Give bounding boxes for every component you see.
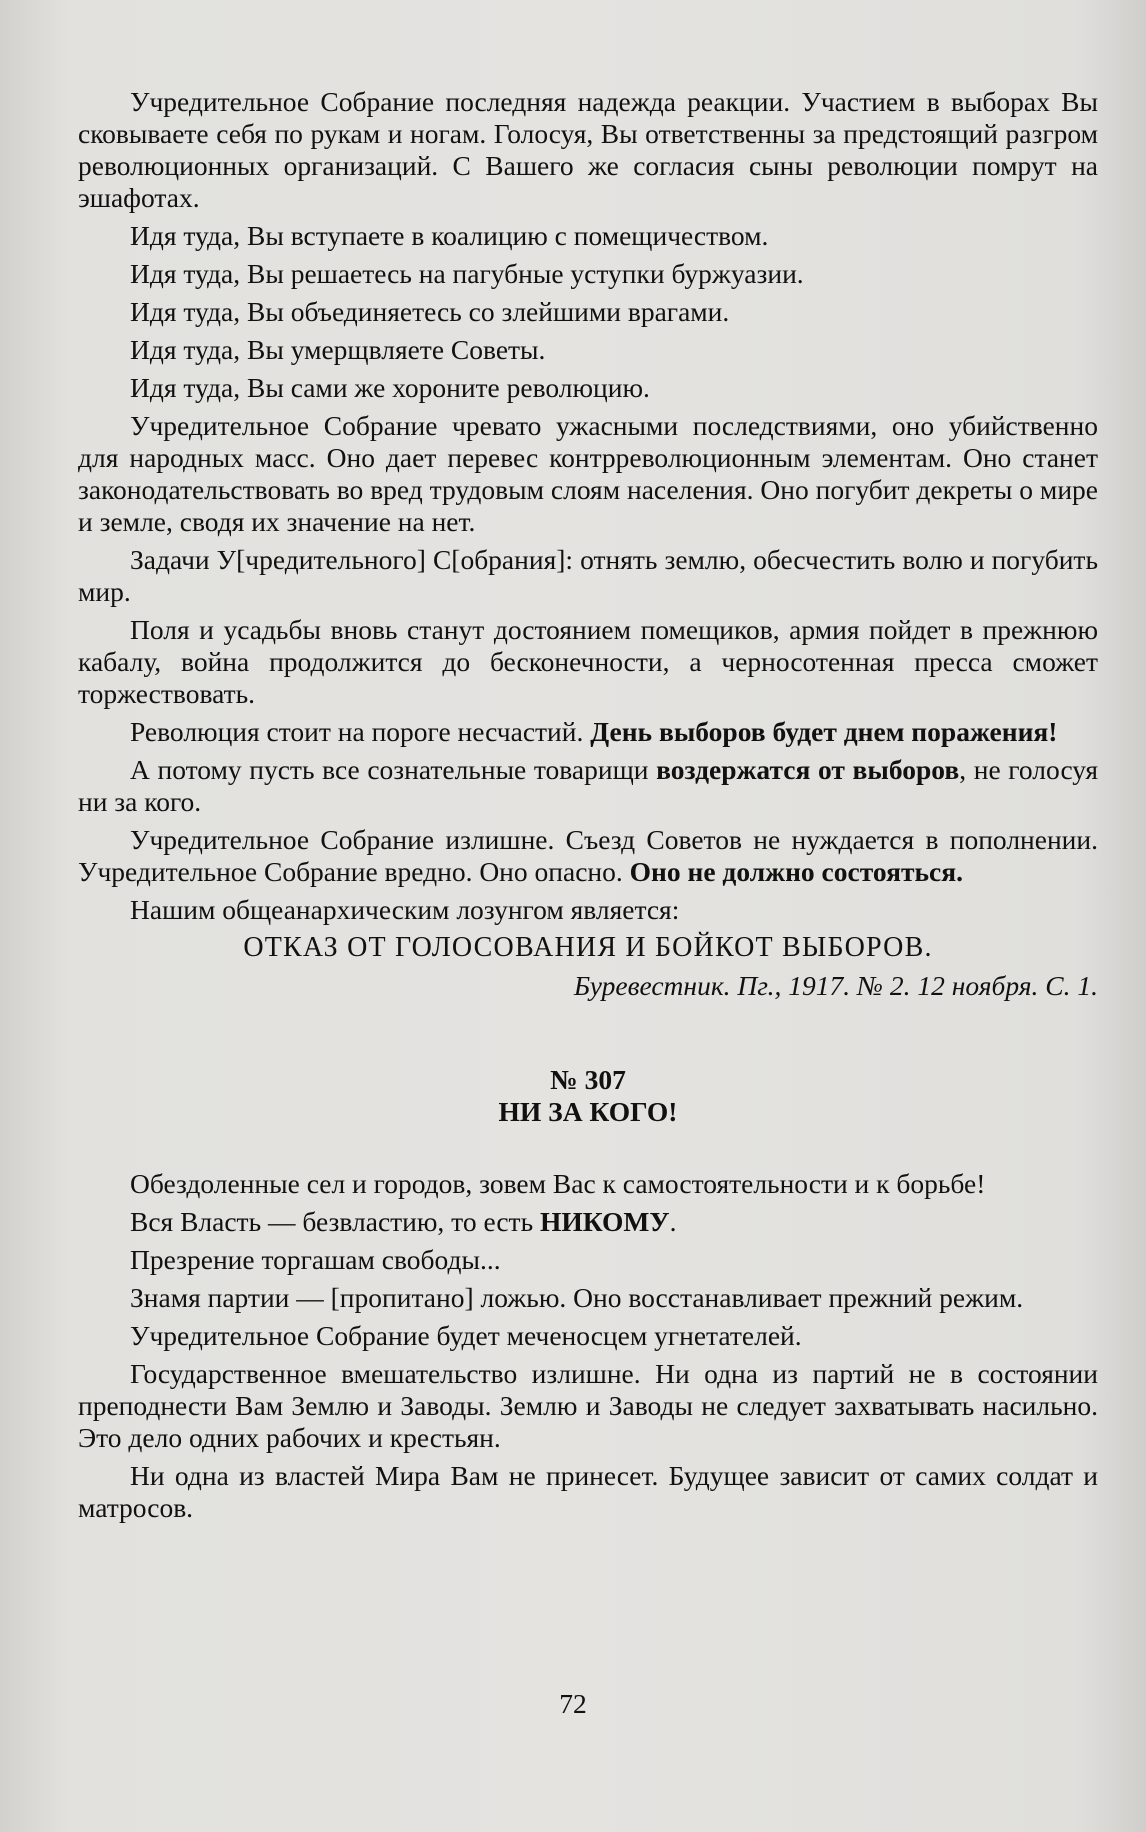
paragraph: Задачи У[чредительного] С[обрания]: отнять землю, обесчестить волю и погубить мир.	[78, 544, 1098, 607]
paragraph: Учредительное Собрание последняя надежда реакции. Участием в выборах Вы сковываете себя по рукам и ногам. Голосуя, Вы ответственны за предстоящий разгром революционных организаций. С Вашего же согласия сыны революции помрут на эшафотах.	[78, 86, 1098, 213]
paragraph: Идя туда, Вы объединяетесь со злейшими врагами.	[130, 296, 730, 327]
source-citation: Буревестник. Пг., 1917. № 2. 12 ноября. С. 1.	[573, 970, 1098, 1001]
page-number: 72	[559, 1688, 587, 1719]
paragraph: Государственное вмешательство излишне. Ни одна из партий не в состоянии преподнести Вам Землю и Заводы. Землю и Заводы не следует захватывать насильно. Это дело одних рабочих и крестьян.	[78, 1358, 1098, 1453]
slogan: ОТКАЗ ОТ ГОЛОСОВАНИЯ И БОЙКОТ ВЫБОРОВ.	[243, 932, 933, 963]
paragraph: Знамя партии — [пропитано] ложью. Оно восстанавливает прежний режим.	[130, 1282, 1024, 1313]
paragraph: Идя туда, Вы умерщвляете Советы.	[130, 334, 546, 365]
paragraph-assembly	[78, 824, 1098, 888]
paragraph: Учредительное Собрание чревато ужасными последствиями, оно убийственно для народных масс. Оно дает перевес контрреволюционным элементам. Оно станет законодательствовать во вред трудовым слоям населения. Оно погубит декреты о мире и земле, сводя их значение на нет.	[78, 410, 1098, 537]
text-plain: Революция стоит на пороге несчастий.	[130, 716, 591, 747]
paragraph: Обездоленные сел и городов, зовем Вас к самостоятельности и к борьбе!	[130, 1168, 986, 1199]
paragraph: Идя туда, Вы сами же хороните революцию.	[130, 372, 650, 403]
document-title: НИ ЗА КОГО!	[498, 1096, 678, 1127]
text-plain: , не голосуя ни за кого.	[78, 754, 1098, 817]
paragraph: Поля и усадьбы вновь станут достоянием помещиков, армия пойдет в прежнюю кабалу, война продолжится до бесконечности, а черносотенная пресса сможет торжествовать.	[78, 614, 1098, 709]
paragraph: Идя туда, Вы решаетесь на пагубные уступки буржуазии.	[130, 258, 804, 289]
text-bold: воздержатся от выборов	[656, 754, 960, 785]
text-bold: День выборов будет днем поражения!	[590, 716, 1058, 747]
text-bold: Оно не должно состояться.	[629, 856, 963, 887]
text-plain: Учредительное Собрание излишне. Съезд Советов не нуждается в пополнении. Учредительное Собрание вредно. Оно опасно.	[78, 824, 1098, 887]
text-plain: Вся Власть — безвластию, то есть	[130, 1206, 540, 1237]
document-body	[78, 86, 1098, 1530]
text-plain: А потому пусть все сознательные товарищи	[130, 754, 657, 785]
text-plain: .	[669, 1206, 677, 1237]
paragraph-abstain	[78, 754, 1098, 818]
paragraph-power	[78, 1206, 1098, 1238]
paragraph: Презрение торгашам свободы...	[130, 1244, 501, 1275]
text-bold: НИКОМУ	[540, 1206, 670, 1237]
paragraph-revolution	[78, 716, 1098, 748]
slogan-intro: Нашим общеанархическим лозунгом является:	[130, 894, 680, 925]
paragraph: Учредительное Собрание будет меченосцем угнетателей.	[130, 1320, 802, 1351]
paragraph: Ни одна из властей Мира Вам не принесет. Будущее зависит от самих солдат и матросов.	[78, 1460, 1098, 1523]
document-number: № 307	[550, 1064, 626, 1095]
paragraph: Идя туда, Вы вступаете в коалицию с помещичеством.	[130, 220, 769, 251]
